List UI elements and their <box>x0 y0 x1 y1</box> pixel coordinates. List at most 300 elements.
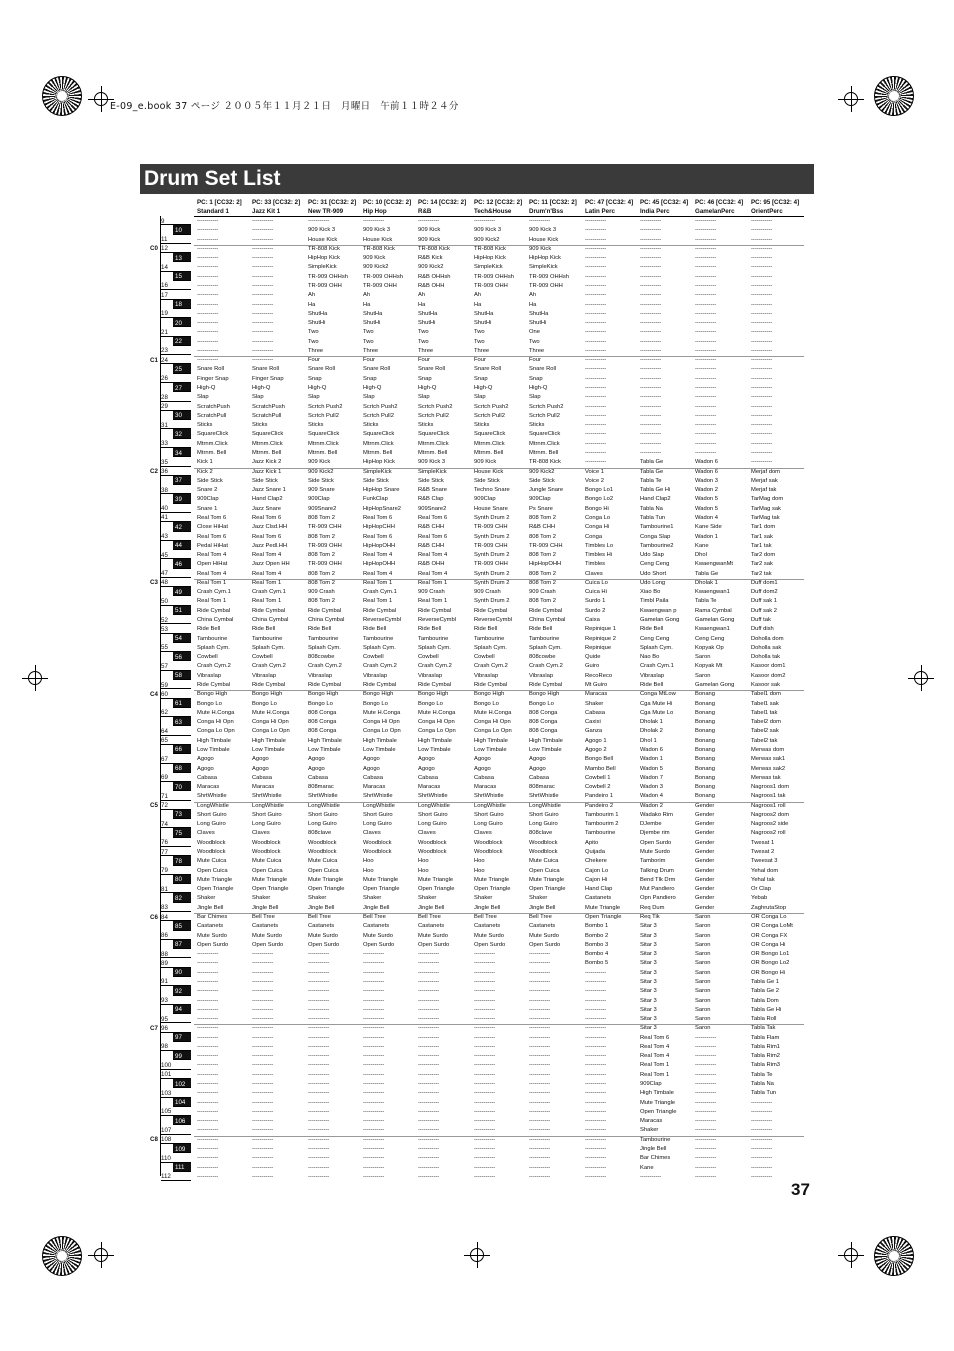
drum-cell: 808marac <box>529 784 555 791</box>
drum-cell: ----------- <box>640 375 662 382</box>
drum-cell: LongWhistle <box>308 802 340 809</box>
drum-cell: Udo Slap <box>640 552 664 559</box>
drum-cell: ----------- <box>197 357 219 364</box>
column-kit-name: Standard 1 <box>197 208 229 215</box>
drum-cell: ----------- <box>695 292 717 299</box>
drum-cell: Voice 2 <box>585 477 605 484</box>
drum-cell: Tambourine <box>529 635 560 642</box>
drum-cell: ----------- <box>585 227 607 234</box>
drum-cell: Woodblock <box>474 839 503 846</box>
drum-cell: Ride Bell <box>197 626 221 633</box>
drum-cell: ----------- <box>585 997 607 1004</box>
drum-cell: Conga Slap <box>640 533 671 540</box>
drum-cell: ----------- <box>197 218 219 224</box>
drum-cell: High Timbale <box>363 737 397 744</box>
drum-cell: Crash Cym.1 <box>197 589 231 596</box>
drum-cell: ----------- <box>252 1099 274 1106</box>
drum-cell: Real Tom 1 <box>363 598 393 605</box>
drum-cell: ----------- <box>308 1081 330 1088</box>
drum-cell: 808 Tom 2 <box>308 579 335 586</box>
drum-cell: Agogo 1 <box>585 737 607 744</box>
drum-cell: Crash Cym.2 <box>252 663 286 670</box>
drum-cell: ----------- <box>695 1081 717 1088</box>
drum-cell: Ha <box>418 301 426 308</box>
drum-cell: Sitar 3 <box>640 923 657 930</box>
drum-cell: 808 Tom 2 <box>308 514 335 521</box>
drum-cell: Jingle Bell <box>418 904 445 911</box>
drum-cell: Kwaengwan p <box>640 607 677 614</box>
drum-cell: Side Stick <box>529 477 555 484</box>
column-pc: PC: 46 [CC32: 4] <box>695 199 744 206</box>
drum-cell: Tar2 dom <box>751 552 776 559</box>
registration-mark-icon <box>908 665 934 691</box>
key-number: 76 <box>161 839 168 847</box>
drum-cell: 909 Kick <box>418 227 441 234</box>
drum-cell: Mtrnm. Bell <box>308 450 338 456</box>
drum-cell: Saron <box>695 941 711 948</box>
drum-cell: ----------- <box>252 1127 274 1134</box>
key-number: 112 <box>161 1173 171 1181</box>
drum-cell: Tambourine <box>252 635 283 642</box>
drum-cell: Repinique 1 <box>585 626 616 633</box>
drum-cell: ----------- <box>585 1090 607 1097</box>
drum-cell: Tabla Na <box>751 1081 774 1088</box>
key-number: 97 <box>175 1034 182 1042</box>
crop-target-icon <box>874 1236 914 1276</box>
drum-cell: Jingle Bell <box>197 904 224 911</box>
drum-cell: Woodblock <box>529 839 558 846</box>
drum-cell: ----------- <box>252 988 274 995</box>
drum-cell: Sticks <box>529 422 545 429</box>
drum-cell: Finger Snap <box>252 375 284 382</box>
drum-cell: ----------- <box>197 1146 219 1152</box>
drum-cell: 909 Kick 3 <box>363 227 391 234</box>
drum-cell: Tabla Ge <box>695 570 719 577</box>
drum-cell: Ah <box>529 292 537 299</box>
drum-cell: ----------- <box>695 1127 717 1134</box>
octave-label: C1 <box>150 356 158 364</box>
drum-cell: ----------- <box>529 1136 551 1143</box>
key-number: 39 <box>175 495 182 503</box>
key-number: 53 <box>161 625 168 633</box>
column-pc: PC: 12 [CC32: 2] <box>474 199 523 206</box>
drum-cell: Bonang <box>695 756 715 763</box>
drum-cell: Ride Cymbal <box>418 607 452 614</box>
drum-cell: Open Surdo <box>529 941 561 948</box>
drum-cell: ----------- <box>308 960 330 967</box>
drum-cell: ----------- <box>695 1071 717 1078</box>
drum-cell: ----------- <box>640 320 662 327</box>
drum-cell: Conga Hi Opn <box>418 719 455 726</box>
drum-cell: ----------- <box>529 1053 551 1060</box>
drum-cell: Merwas dom <box>751 746 785 753</box>
drum-cell: ----------- <box>363 1081 385 1088</box>
drum-cell: ----------- <box>751 1099 773 1106</box>
drum-cell: Open Triangle <box>529 886 566 893</box>
drum-cell: 808 Conga <box>529 719 558 726</box>
drum-cell: TR-909 OHHsh <box>474 273 514 280</box>
drum-cell: ----------- <box>252 310 274 317</box>
drum-cell: 909Snare2 <box>418 505 447 512</box>
drum-cell: ----------- <box>418 978 440 985</box>
drum-cell: Two <box>474 329 485 336</box>
drum-cell: ----------- <box>640 264 662 271</box>
drum-cell: Agogo <box>308 756 325 763</box>
drum-cell: Gamelan Gong <box>695 682 735 688</box>
drum-cell: ----------- <box>197 1090 219 1097</box>
drum-cell: Real Tom 1 <box>418 579 448 586</box>
drum-cell: Dhol 1 <box>640 737 657 744</box>
drum-cell: Four <box>474 357 486 364</box>
key-number: 13 <box>175 254 182 262</box>
registration-mark-icon <box>464 1242 490 1268</box>
drum-cell: ----------- <box>308 1136 330 1143</box>
drum-cell: Tambourine <box>363 635 394 642</box>
drum-cell: Pedal HiHat <box>197 542 228 549</box>
drum-cell: ----------- <box>308 1099 330 1106</box>
drum-cell: ----------- <box>363 1062 385 1069</box>
drum-cell: ----------- <box>363 1127 385 1134</box>
drum-cell: Mute H.Conga <box>418 709 456 716</box>
drum-cell: ----------- <box>363 988 385 995</box>
drum-cell: 909 Kick <box>308 459 331 466</box>
drum-cell: ----------- <box>751 227 773 234</box>
drum-cell: Real Tom 1 <box>640 1071 670 1078</box>
drum-cell: Bonang <box>695 784 715 791</box>
drum-cell: ----------- <box>252 978 274 985</box>
drum-cell: Tabla Roll <box>751 1016 777 1023</box>
drum-cell: Four <box>418 357 430 364</box>
drum-cell: Shaker <box>308 895 327 902</box>
drum-cell: Bell Tree <box>474 914 497 920</box>
drum-cell: Real Tom 6 <box>363 533 393 540</box>
drum-cell: ----------- <box>308 978 330 985</box>
drum-cell: Vibraslap <box>308 672 333 679</box>
drum-cell: Rama Cymbal <box>695 607 732 614</box>
drum-cell: Tambourine <box>197 635 228 642</box>
page-title: Drum Set List <box>144 167 281 190</box>
drum-cell: ----------- <box>197 969 219 976</box>
drum-cell: ----------- <box>197 329 219 336</box>
drum-cell: OR Bongo Lo1 <box>751 951 790 958</box>
drum-cell: Snare 1 <box>197 505 218 512</box>
drum-cell: Sitar 3 <box>640 951 657 958</box>
drum-cell: Ride Cymbal <box>197 607 231 614</box>
drum-cell: Long Guiro <box>197 821 226 828</box>
drum-cell: Claves <box>474 830 492 837</box>
drum-cell: ----------- <box>529 1155 551 1162</box>
drum-cell: Slap <box>308 394 320 401</box>
registration-mark-icon <box>88 86 114 112</box>
drum-cell: Claves <box>197 830 215 837</box>
drum-cell: House Snare <box>474 505 508 512</box>
drum-cell: ----------- <box>695 1090 717 1097</box>
column-header <box>363 198 411 216</box>
drum-cell: DJembe <box>640 821 662 828</box>
key-number: 34 <box>175 449 182 457</box>
drum-cell: Ha <box>529 301 537 308</box>
drum-cell: Crash Cym.1 <box>640 663 674 670</box>
column-header <box>751 198 799 216</box>
column-pc: PC: 95 [CC32: 4] <box>751 199 800 206</box>
drum-cell: ----------- <box>695 236 717 243</box>
drum-cell: Repinique <box>585 644 612 651</box>
drum-cell: Scrtch Push2 <box>308 403 343 410</box>
drum-cell: Bongo High <box>252 691 283 698</box>
drum-cell: Vibraslap <box>252 672 277 679</box>
drum-cell: 909 Crash <box>474 589 501 596</box>
drum-cell: Kasoor sak <box>751 682 780 688</box>
drum-cell: Repinique 2 <box>585 635 616 642</box>
drum-cell: Mute Cuica <box>308 858 338 865</box>
drum-cell: ----------- <box>695 1053 717 1060</box>
drum-cell: Agogo <box>474 756 491 763</box>
drum-cell: ----------- <box>751 1164 773 1171</box>
drum-cell: Tambourine <box>474 635 505 642</box>
drum-cell: Short Guiro <box>308 811 338 818</box>
drum-cell: 909Clap <box>529 496 551 503</box>
drum-cell: Udo Short <box>640 570 667 577</box>
drum-cell: Ride Cymbal <box>252 607 286 614</box>
drum-cell: Bonang <box>695 709 715 716</box>
drum-cell: ----------- <box>695 1164 717 1171</box>
key-number: 84 <box>161 913 168 921</box>
drum-cell: ----------- <box>529 1118 551 1125</box>
drum-cell: Snare Roll <box>418 366 446 373</box>
drum-cell: ----------- <box>197 988 219 995</box>
drum-cell: Maracas <box>474 784 497 791</box>
key-number: 100 <box>161 1061 172 1069</box>
key-number: 40 <box>161 505 168 513</box>
column-header <box>529 198 577 216</box>
drum-cell: 909 Kick <box>529 245 552 252</box>
drum-cell: Tabel1 tak <box>751 709 778 716</box>
drum-cell: Sitar 3 <box>640 941 657 948</box>
drum-cell: ShrtWhistle <box>418 793 448 800</box>
drum-cell: Kick 1 <box>197 459 213 466</box>
drum-cell: ----------- <box>418 1127 440 1134</box>
drum-cell: Real Tom 4 <box>252 552 282 559</box>
drum-cell: 808marac <box>308 784 334 791</box>
drum-cell: Long Guiro <box>252 821 281 828</box>
drum-cell: High Timbale <box>418 737 452 744</box>
drum-cell: Shaker <box>252 895 271 902</box>
key-number: 44 <box>175 542 182 550</box>
key-number: 54 <box>175 635 182 643</box>
key-number: 103 <box>161 1089 172 1097</box>
drum-cell: Snare Roll <box>252 366 280 373</box>
drum-cell: Woodblock <box>252 849 281 856</box>
drum-cell: ----------- <box>585 218 607 224</box>
column-pc: PC: 31 [CC32: 2] <box>308 199 357 206</box>
drum-cell: Snap <box>418 375 432 382</box>
drum-cell: Wadon 1 <box>695 533 718 540</box>
drum-cell: ----------- <box>252 1090 274 1097</box>
drum-cell: Ride Bell <box>418 626 442 633</box>
drum-cell: SimpleKick <box>308 264 337 271</box>
drum-cell: TR-909 OHH <box>474 561 508 568</box>
drum-cell: Pandeiro 1 <box>585 793 614 800</box>
drum-cell: ----------- <box>252 1053 274 1060</box>
drum-cell: Low Timbale <box>252 746 285 753</box>
drum-cell: Mtrnm.Click <box>308 440 339 447</box>
drum-cell: ----------- <box>252 969 274 976</box>
drum-cell: Sticks <box>308 422 324 429</box>
drum-cell: Doholla dom <box>751 635 784 642</box>
drum-cell: Mute Triangle <box>197 876 233 883</box>
drum-cell: Tabla Tun <box>640 514 666 521</box>
drum-cell: Kasoor dom2 <box>751 672 786 679</box>
drum-cell: Bongo Lo <box>418 700 443 707</box>
drum-cell: Snare 2 <box>197 487 218 494</box>
drum-cell: 808 Tom 2 <box>529 533 556 540</box>
drum-cell: Tambourim 2 <box>585 821 619 828</box>
key-number: 83 <box>161 904 168 912</box>
drum-cell: Techno Snare <box>474 487 510 494</box>
drum-cell: Bell Tree <box>418 914 441 920</box>
drum-cell: ----------- <box>585 403 607 410</box>
drum-cell: Timbles <box>585 561 606 568</box>
drum-cell: Real Tom 6 <box>197 514 227 521</box>
drum-cell: ----------- <box>474 1118 496 1125</box>
drum-cell: ----------- <box>751 347 773 354</box>
drum-cell: Mtrnm.Click <box>418 440 449 447</box>
drum-cell: Ride Cymbal <box>363 607 397 614</box>
drum-cell: Cabasa <box>252 774 272 781</box>
drum-cell: ----------- <box>640 329 662 336</box>
drum-cell: ----------- <box>418 1090 440 1097</box>
drum-cell: ScratchPull <box>252 412 282 419</box>
drum-cell: TR-909 OHH <box>363 282 397 289</box>
drum-cell: Real Tom 4 <box>197 552 227 559</box>
drum-cell: ----------- <box>751 1118 773 1125</box>
drum-cell: ----------- <box>363 1034 385 1041</box>
drum-cell: Mtrnm. Bell <box>197 450 227 456</box>
drum-cell: Agogo <box>529 765 546 772</box>
page-title-bar <box>140 164 814 194</box>
drum-cell: Vibraslap <box>474 672 499 679</box>
drum-cell: ----------- <box>695 403 717 410</box>
drum-cell: ----------- <box>640 385 662 392</box>
drum-cell: Nagroos2 side <box>751 821 789 828</box>
drum-cell: High Timbale <box>474 737 508 744</box>
drum-cell: Conga MtLow <box>640 691 676 698</box>
drum-cell: Vibraslap <box>640 672 665 679</box>
drum-cell: ----------- <box>308 1071 330 1078</box>
drum-cell: Twesat 2 <box>751 849 775 856</box>
drum-cell: ----------- <box>751 403 773 410</box>
drum-cell: ----------- <box>363 1108 385 1115</box>
drum-cell: Open Surdo <box>418 941 450 948</box>
drum-cell: ----------- <box>585 1164 607 1171</box>
drum-cell: China Cymbal <box>197 617 234 624</box>
drum-cell: ----------- <box>751 273 773 280</box>
drum-cell: Jingle Bell <box>529 904 556 911</box>
drum-cell: Tabla Ge <box>640 468 664 475</box>
drum-cell: Saron <box>695 672 711 679</box>
drum-cell: Long Guiro <box>418 821 447 828</box>
drum-cell: Kopyak Op <box>695 644 724 651</box>
drum-cell: TR-808 Kick <box>418 245 450 252</box>
drum-cell: Agogo <box>197 765 214 772</box>
key-number: 9 <box>161 217 165 225</box>
key-number: 52 <box>161 616 168 624</box>
drum-cell: Bombo 2 <box>585 932 609 939</box>
drum-cell: ----------- <box>695 320 717 327</box>
drum-cell: ----------- <box>529 1164 551 1171</box>
drum-cell: Kwaengwan1 <box>695 589 730 596</box>
drum-cell: Nagroos1 roll <box>751 802 786 809</box>
drum-cell: Quide <box>585 654 601 661</box>
key-number: 95 <box>161 1015 168 1023</box>
drum-cell: Mtrnm. Bell <box>418 450 448 456</box>
drum-cell: ----------- <box>585 1118 607 1125</box>
drum-cell: ----------- <box>751 255 773 262</box>
drum-cell: ----------- <box>695 1146 717 1152</box>
drum-cell: Two <box>363 329 374 336</box>
drum-cell: ShutHa <box>529 310 549 317</box>
drum-cell: Real Tom 1 <box>640 1062 670 1069</box>
drum-cell: Agogo <box>474 765 491 772</box>
drum-cell: R&B CHH <box>418 524 445 531</box>
drum-cell: ----------- <box>474 1146 496 1152</box>
drum-cell: Mute Surdo <box>363 932 393 939</box>
key-number: 41 <box>161 514 168 522</box>
drum-cell: Snare Roll <box>529 366 557 373</box>
drum-cell: ----------- <box>585 1108 607 1115</box>
drum-cell: Doholla tak <box>751 654 781 661</box>
drum-cell: ----------- <box>252 1173 274 1180</box>
drum-cell: TR-909 OHH <box>308 282 342 289</box>
drum-cell: Tweesat 3 <box>751 858 778 865</box>
drum-cell: Jingle Bell <box>474 904 501 911</box>
drum-cell: TR-909 CHH <box>474 524 508 531</box>
drum-cell: TR-909 OHHsh <box>363 273 403 280</box>
drum-cell: High-Q <box>418 385 437 392</box>
drum-cell: ----------- <box>751 310 773 317</box>
drum-cell: OR Conga LoMt <box>751 923 793 930</box>
key-number: 45 <box>161 551 168 559</box>
drum-cell: ----------- <box>585 431 607 438</box>
column-pc: PC: 47 [CC32: 4] <box>585 199 634 206</box>
octave-label: C8 <box>150 1136 158 1144</box>
drum-cell: ----------- <box>695 218 717 224</box>
drum-cell: ----------- <box>252 227 274 234</box>
drum-cell: ----------- <box>529 1071 551 1078</box>
key-number: 35 <box>161 458 168 466</box>
drum-cell: Crash Cym.1 <box>363 589 397 596</box>
drum-cell: China Cymbal <box>308 617 345 624</box>
drum-cell: Udo Long <box>640 579 666 586</box>
drum-cell: 808 Tom 2 <box>308 533 335 540</box>
drum-cell: Conga Lo Opn <box>252 728 290 735</box>
drum-cell: Shaker <box>640 1127 659 1134</box>
drum-cell: 808 Tom 2 <box>529 598 556 605</box>
drum-cell: ----------- <box>585 1034 607 1041</box>
drum-cell: China Cymbal <box>252 617 289 624</box>
drum-cell: Conga Lo Opn <box>363 728 401 735</box>
drum-cell: ----------- <box>695 412 717 419</box>
drum-cell: Kane <box>640 1164 654 1171</box>
drum-cell: Real Tom 4 <box>640 1043 670 1050</box>
key-number: 32 <box>175 430 182 438</box>
key-number: 50 <box>161 597 168 605</box>
drum-cell: Duff dom1 <box>751 579 778 586</box>
drum-cell: Mute Surdo <box>418 932 448 939</box>
drum-cell: ----------- <box>252 951 274 958</box>
drum-cell: ReverseCymbl <box>474 617 513 624</box>
drum-cell: ----------- <box>640 431 662 438</box>
